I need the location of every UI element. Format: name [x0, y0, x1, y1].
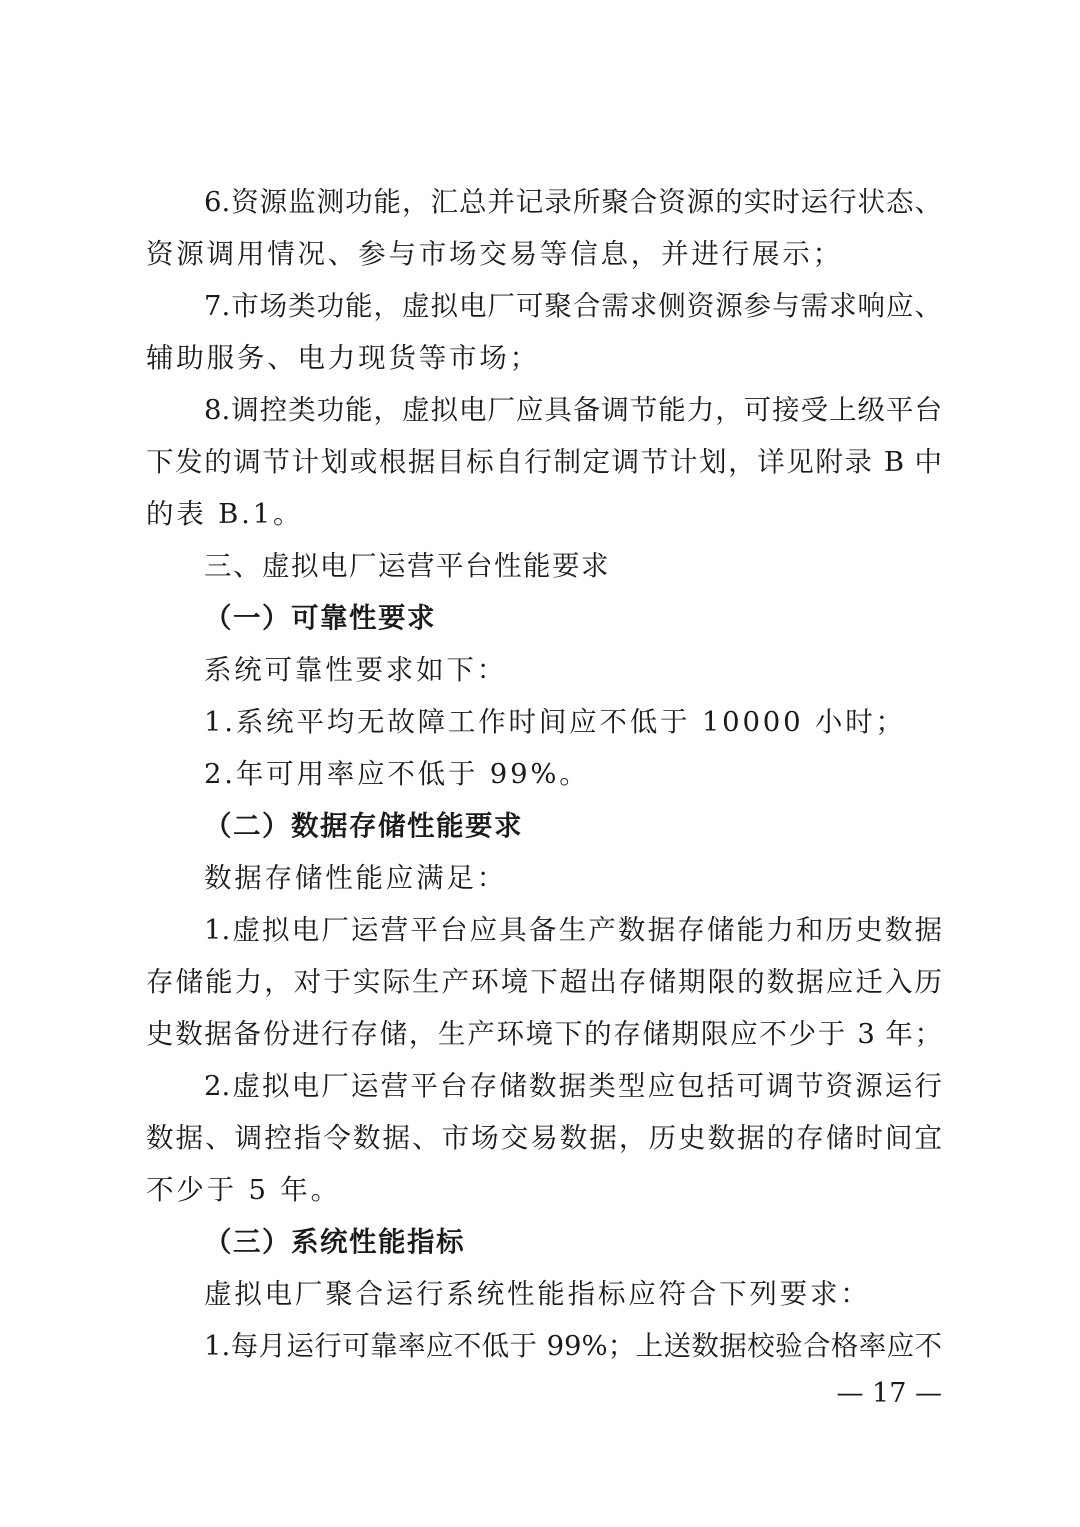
- subsection-heading: （一）可靠性要求: [204, 602, 436, 634]
- subsection-heading: （三）系统性能指标: [204, 1226, 465, 1258]
- page-number: — 17 —: [836, 1378, 942, 1409]
- text-line: 不少于 5 年。: [146, 1174, 341, 1206]
- subsection-heading: （二）数据存储性能要求: [204, 810, 523, 842]
- text-line: 系统可靠性要求如下：: [204, 654, 507, 686]
- text-line: 数据存储性能应满足：: [204, 862, 507, 894]
- text-line: 数据、调控指令数据、市场交易数据，历史数据的存储时间宜: [146, 1122, 942, 1154]
- section-heading: 三、虚拟电厂运营平台性能要求: [204, 550, 610, 582]
- text-line: 7.市场类功能，虚拟电厂可聚合需求侧资源参与需求响应、: [204, 290, 942, 322]
- text-line: 虚拟电厂聚合运行系统性能指标应符合下列要求：: [204, 1278, 871, 1310]
- document-body: [146, 176, 942, 1372]
- text-line: 史数据备份进行存储，生产环境下的存储期限应不少于 3 年；: [146, 1018, 942, 1050]
- text-line: 的表 B.1。: [146, 498, 304, 530]
- text-line: 1.系统平均无故障工作时间应不低于 10000 小时；: [204, 706, 906, 738]
- text-line: 资源调用情况、参与市场交易等信息，并进行展示；: [146, 238, 843, 270]
- text-line: 2.年可用率应不低于 99%。: [204, 758, 590, 790]
- text-line: 2.虚拟电厂运营平台存储数据类型应包括可调节资源运行: [204, 1070, 942, 1102]
- text-line: 辅助服务、电力现货等市场；: [146, 342, 540, 374]
- text-line: 下发的调节计划或根据目标自行制定调节计划，详见附录 B 中: [146, 446, 942, 478]
- text-line: 1.虚拟电厂运营平台应具备生产数据存储能力和历史数据: [204, 914, 942, 946]
- text-line: 1.每月运行可靠率应不低于 99%；上送数据校验合格率应不: [204, 1330, 942, 1362]
- text-line: 存储能力，对于实际生产环境下超出存储期限的数据应迁入历: [146, 966, 942, 998]
- text-line: 6.资源监测功能，汇总并记录所聚合资源的实时运行状态、: [204, 186, 942, 218]
- text-line: 8.调控类功能，虚拟电厂应具备调节能力，可接受上级平台: [204, 394, 942, 426]
